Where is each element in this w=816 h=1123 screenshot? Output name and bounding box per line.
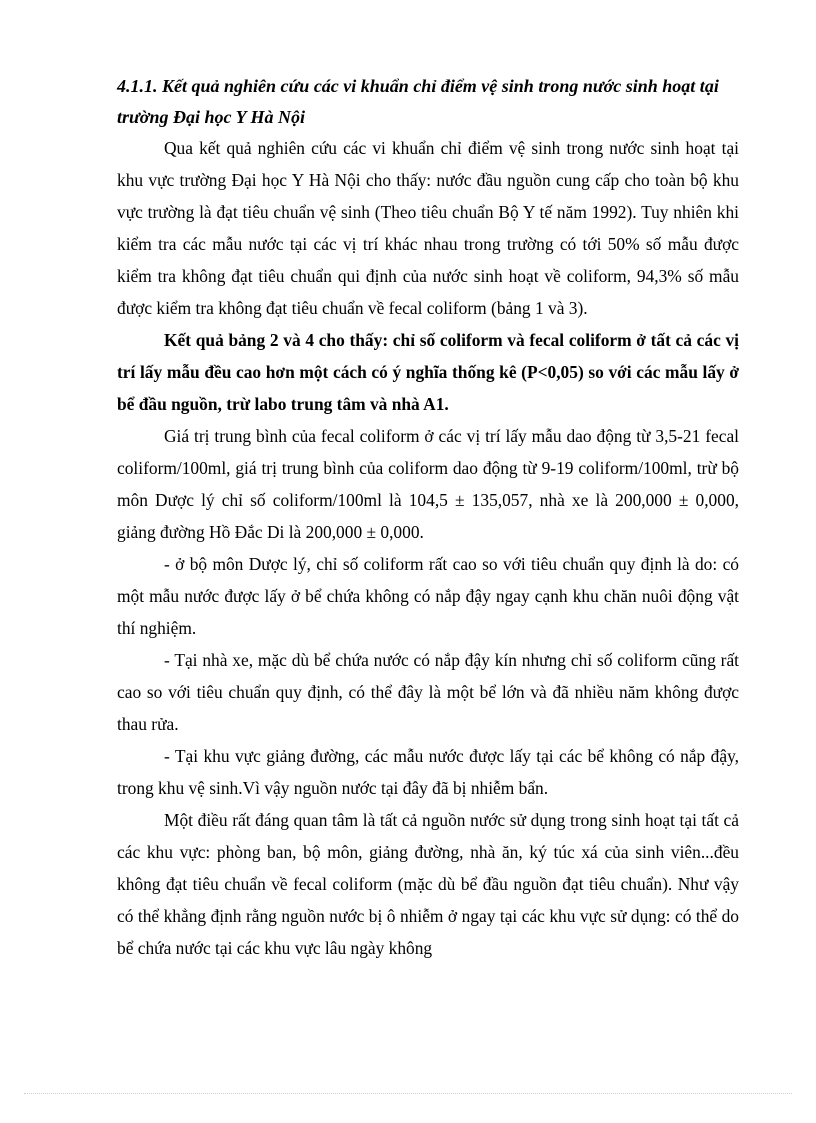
page-bottom-divider xyxy=(24,1093,792,1094)
section-heading: 4.1.1. Kết quả nghiên cứu các vi khuẩn chỉ điểm vệ sinh trong nước sinh hoạt tại trường Đại học Y Hà Nội xyxy=(117,76,719,127)
paragraph-mean-values: Giá trị trung bình của fecal coliform ở các vị trí lấy mẫu dao động từ 3,5-21 fecal coliform/100ml, giá trị trung bình của coliform dao động từ 9-19 coliform/100ml, trừ bộ môn Dược lý chỉ số coliform/100ml là 104,5 ± 135,057, nhà xe là 200,000 ± 0,000, giảng đường Hồ Đắc Di là 200,000 ± 0,000. xyxy=(117,426,739,542)
paragraph-intro: Qua kết quả nghiên cứu các vi khuẩn chỉ điểm vệ sinh trong nước sinh hoạt tại khu vực trường Đại học Y Hà Nội cho thấy: nước đầu nguồn cung cấp cho toàn bộ khu vực trường là đạt tiêu chuẩn vệ sinh (Theo tiêu chuẩn Bộ Y tế năm 1992). Tuy nhiên khi kiểm tra các mẫu nước tại các vị trí khác nhau trong trường có tới 50% số mẫu được kiểm tra không đạt tiêu chuẩn qui định của nước sinh hoạt về coliform, 94,3% số mẫu được kiểm tra không đạt tiêu chuẩn về fecal coliform (bảng 1 và 3). xyxy=(117,138,739,318)
paragraph-table-results: Kết quả bảng 2 và 4 cho thấy: chỉ số coliform và fecal coliform ở tất cả các vị trí lấy mẫu đều cao hơn một cách có ý nghĩa thống kê (P<0,05) so với các mẫu lấy ở bể đầu nguồn, trừ labo trung tâm và nhà A1. xyxy=(117,330,739,414)
document-page xyxy=(117,71,739,964)
paragraph-garage: - Tại nhà xe, mặc dù bể chứa nước có nắp đậy kín nhưng chỉ số coliform cũng rất cao so với tiêu chuẩn quy định, có thể đây là một bể lớn và đã nhiều năm không được thau rửa. xyxy=(117,650,739,734)
paragraph-lecture-hall: - Tại khu vực giảng đường, các mẫu nước được lấy tại các bể không có nắp đậy, trong khu vệ sinh.Vì vậy nguồn nước tại đây đã bị nhiễm bẩn. xyxy=(117,746,739,798)
paragraph-conclusion: Một điều rất đáng quan tâm là tất cả nguồn nước sử dụng trong sinh hoạt tại tất cả các khu vực: phòng ban, bộ môn, giảng đường, nhà ăn, ký túc xá của sinh viên...đều không đạt tiêu chuẩn về fecal coliform (mặc dù bể đầu nguồn đạt tiêu chuẩn). Như vậy có thể khẳng định rằng nguồn nước bị ô nhiễm ở ngay tại các khu vực sử dụng: có thể do bể chứa nước tại các khu vực lâu ngày không xyxy=(117,810,739,958)
paragraph-pharmacology: - ở bộ môn Dược lý, chỉ số coliform rất cao so với tiêu chuẩn quy định là do: có một mẫu nước được lấy ở bể chứa không có nắp đậy ngay cạnh khu chăn nuôi động vật thí nghiệm. xyxy=(117,554,739,638)
